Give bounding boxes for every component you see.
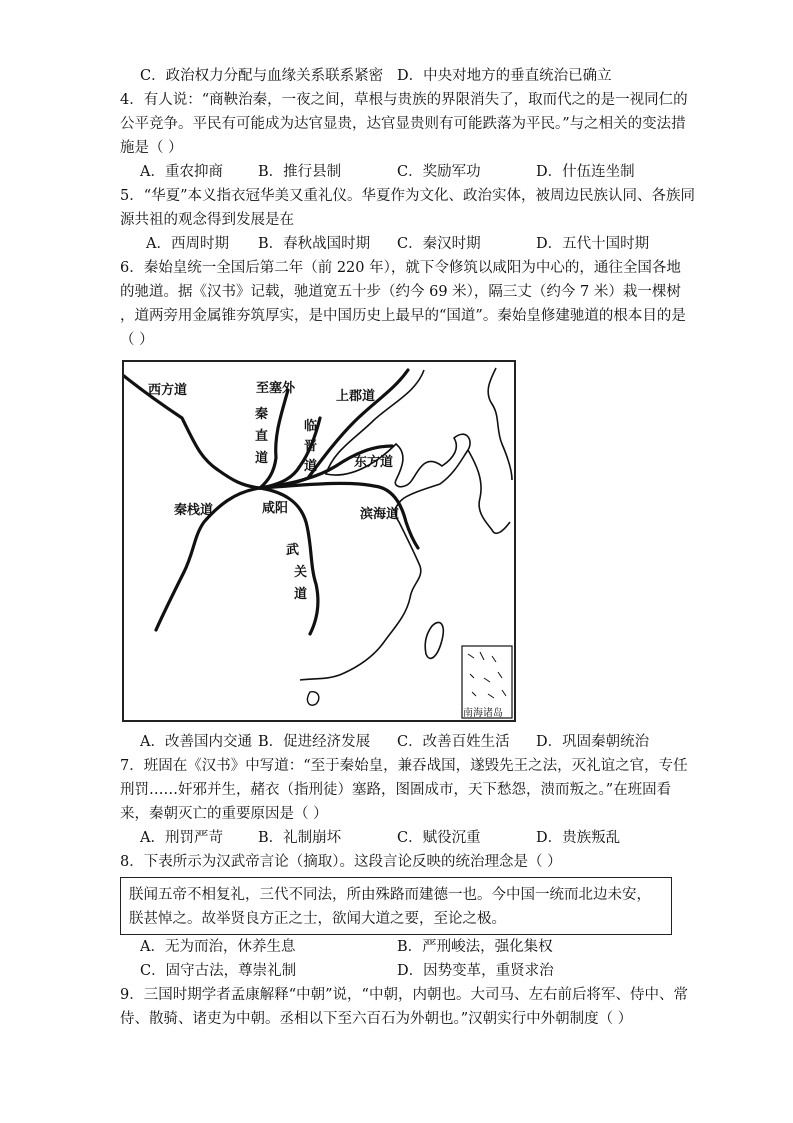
- question-text: 的驰道。据《汉书》记载，驰道宽五十步（约今 69 米），隔三丈（约今 7 米）栽一棵树: [120, 284, 681, 300]
- map-label: 临: [304, 419, 318, 434]
- quote-box: 朕闻五帝不相复礼，三代不同法，所由殊路而建德一也。今中国一统而北边未安，朕甚悼之。故举贤良方正之士，欲闻大道之要，至论之极。: [120, 877, 672, 935]
- question-text: 来，秦朝灭亡的重要原因是（ ）: [120, 806, 328, 822]
- map-label: 晋: [304, 439, 318, 454]
- option-text: C．固守古法，尊崇礼制: [140, 963, 297, 979]
- option-text: A．西周时期: [146, 236, 229, 252]
- coastline: [300, 370, 470, 680]
- option-text: D．贵族叛乱: [536, 830, 621, 846]
- question-text: 施是（ ）: [120, 140, 183, 156]
- option-text: B．促进经济发展: [258, 734, 371, 750]
- japan-outline: [488, 368, 512, 480]
- map-label: 秦栈道: [174, 503, 214, 518]
- map-label: 西方道: [148, 383, 188, 398]
- question-text: （ ）: [120, 332, 154, 348]
- option-text: B．礼制崩坏: [258, 830, 342, 846]
- question-text: 源共祖的观念得到发展是在: [120, 212, 294, 228]
- map-label: 道: [304, 459, 318, 474]
- question-text: 6．秦始皇统一全国后第二年（前 220 年），就下令修筑以咸阳为中心的，通往全国各地: [120, 260, 681, 276]
- option-text: A．无为而治，休养生息: [140, 939, 296, 955]
- map-label: 东方道: [354, 455, 394, 470]
- map-label: 道: [294, 587, 308, 602]
- option-text: A．刑罚严苛: [140, 830, 223, 846]
- map-label: 关: [294, 565, 308, 580]
- option-text: D．中央对地方的垂直统治已确立: [397, 68, 612, 84]
- question-text: 8．下表所示为汉武帝言论（摘取）。这段言论反映的统治理念是（ ）: [120, 854, 562, 870]
- option-text: C．赋役沉重: [397, 830, 481, 846]
- road-xifang: [124, 376, 260, 488]
- map-label: 道: [255, 451, 269, 466]
- map-label: 上郡道: [336, 389, 376, 404]
- option-text: D．什伍连坐制: [536, 164, 635, 180]
- question-text: 9．三国时期学者孟康解释“中朝”说，“中朝，内朝也。大司马、左右前后将军、侍中、常: [120, 987, 688, 1003]
- peninsula: [468, 450, 510, 533]
- map-label: 滨海道: [360, 507, 400, 522]
- question-text: 刑罚……奸邪并生，赭衣（指刑徒）塞路，图圄成市，天下愁怨，溃而叛之。”在班固看: [120, 782, 672, 798]
- map-label: 直: [255, 429, 269, 444]
- option-text: C．改善百姓生活: [397, 734, 510, 750]
- question-text: 侍、散骑、诸吏为中朝。丞相以下至六百石为外朝也。”汉朝实行中外朝制度（ ）: [120, 1011, 633, 1027]
- question-text: ，道两旁用金属锥夯筑厚实，是中国历史上最早的“国道”。秦始皇修建驰道的根本目的是: [120, 308, 686, 324]
- option-text: A．重农抑商: [140, 164, 223, 180]
- question-text: 公平竞争。平民有可能成为达官显贵，达官显贵则有可能跌落为平民。”与之相关的变法措: [120, 116, 686, 132]
- question-text: 4．有人说：“商鞅治秦，一夜之间，草根与贵族的界限消失了，取而代之的是一视同仁的: [120, 92, 688, 108]
- map-label: 至塞外: [256, 381, 296, 396]
- option-text: B．推行县制: [258, 164, 342, 180]
- option-text: C．奖励军功: [397, 164, 481, 180]
- option-text: C．秦汉时期: [397, 236, 481, 252]
- map-label: 南海诸岛: [463, 708, 503, 719]
- option-text: B．春秋战国时期: [258, 236, 371, 252]
- map-label: 武: [286, 543, 300, 558]
- map-label: 咸阳: [262, 501, 289, 516]
- question-text: 7．班固在《汉书》中写道：“至于秦始皇，兼吞战国，遂毁先王之法，灭礼谊之官，专任: [120, 758, 688, 774]
- option-text: D．因势变革，重贤求治: [397, 963, 554, 979]
- hainan: [308, 692, 319, 706]
- map-label: 秦: [255, 407, 269, 422]
- option-text: A．改善国内交通: [140, 734, 252, 750]
- option-text: B．严刑峻法，强化集权: [397, 939, 553, 955]
- option-text: D．巩固秦朝统治: [536, 734, 650, 750]
- option-text: D．五代十国时期: [536, 236, 650, 252]
- qin-roads-map: [122, 360, 516, 722]
- taiwan: [425, 622, 443, 658]
- option-text: C．政治权力分配与血缘关系联系紧密: [140, 68, 384, 84]
- question-text: 5．“华夏”本义指衣冠华美又重礼仪。华夏作为文化、政治实体，被周边民族认同、各族同: [120, 188, 696, 204]
